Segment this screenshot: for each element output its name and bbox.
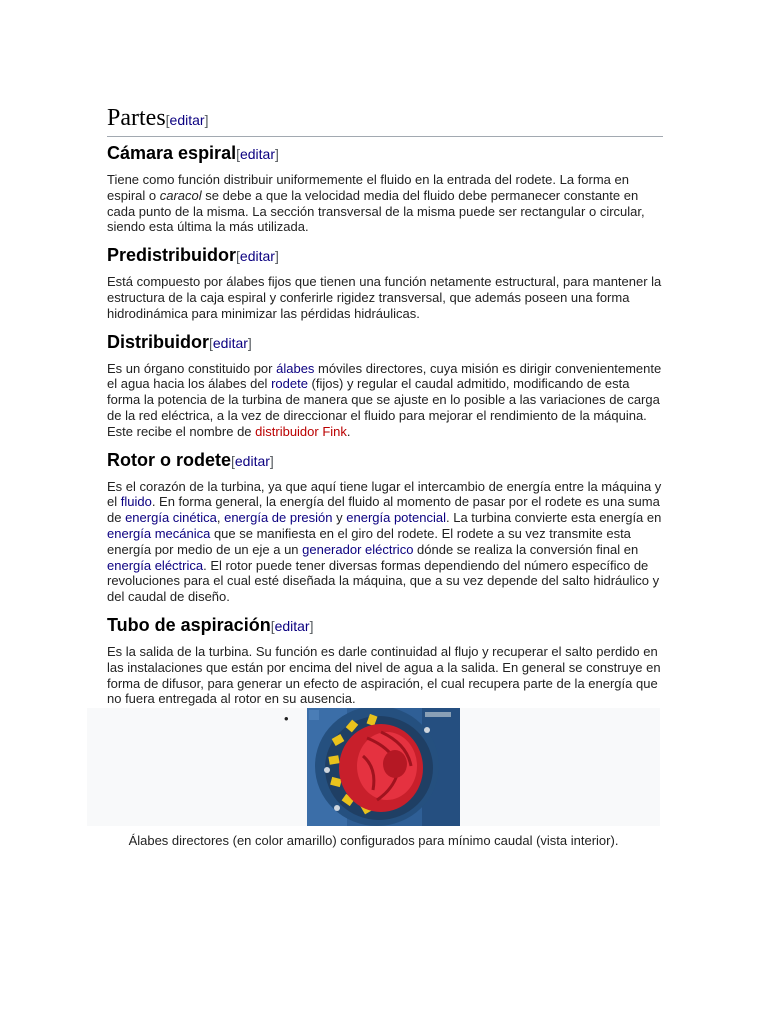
edit-link[interactable]: editar xyxy=(274,617,310,634)
text: que se manifiesta en el giro del rodete. El rodete a su vez transmite esta energía por medio de un eje a un xyxy=(107,525,631,557)
text: . El rotor puede tener diversas formas dependiendo del número específico de revoluciones para el cual esté diseñada la máquina, que a su vez depende del salto hidráulico y del caudal de diseño. xyxy=(107,557,660,605)
link-rodete[interactable]: rodete xyxy=(271,376,308,392)
link-alabes[interactable]: álabes xyxy=(276,360,315,376)
edit-section-partes: [editar] xyxy=(165,112,209,128)
paragraph-predistribuidor: Está compuesto por álabes fijos que tienen una función netamente estructural, para mantener la estructura de la caja espiral y conferirle rigidez transversal, que además poseen una forma hidrodinámica para minimizar las pérdidas hidráulicas. xyxy=(107,274,662,321)
edit-section-tubo: [editar] xyxy=(270,617,314,634)
heading-predistribuidor xyxy=(107,243,663,268)
section-heading-partes xyxy=(107,104,663,137)
italic-term: caracol xyxy=(159,187,202,203)
heading-title: Distribuidor xyxy=(107,331,209,352)
edit-section-camara: [editar] xyxy=(236,146,279,162)
article-content xyxy=(107,104,663,707)
paragraph-distribuidor xyxy=(107,361,663,440)
edit-link[interactable]: editar xyxy=(234,452,270,469)
section-title: Partes xyxy=(107,105,166,131)
text: . La turbina convierte esta energía en xyxy=(446,510,662,526)
text: . En forma general, la energía del fluido al momento de pasar por el rodete es una suma de xyxy=(107,494,660,526)
edit-link[interactable]: editar xyxy=(169,112,205,128)
paragraph-tubo: Es la salida de la turbina. Su función es darle continuidad al flujo y recuperar el salto perdido en las instalaciones que están por encima del nivel de agua a la salida. En general se construye en forma de difusor, para generar un efecto de aspiración, el cual recupera parte de la energía que no fuera entregada al rotor en su ausencia. xyxy=(107,643,661,707)
text: (fijos) y regular el caudal admitido, modificando de esta forma la potencia de la turbina de manera que se ajuste en lo posible a las variaciones de carga de la red eléctrica, a la vez de direccionar el fluido para mejorar el rendimiento de la máquina. Este recibe el nombre de xyxy=(107,376,660,439)
text: Es un órgano constituido por xyxy=(107,360,277,376)
heading-distribuidor xyxy=(107,330,663,355)
link-generador-electrico[interactable]: generador eléctrico xyxy=(302,541,414,557)
text: y xyxy=(332,510,347,526)
text: móviles directores, cuya misión es dirigir convenientemente el agua hacia los álabes del xyxy=(107,360,662,392)
text: , xyxy=(216,510,225,526)
link-energia-potencial[interactable]: energía potencial xyxy=(346,510,446,526)
edit-link[interactable]: editar xyxy=(239,146,275,162)
turbine-illustration xyxy=(307,708,460,826)
edit-link[interactable]: editar xyxy=(212,334,248,351)
paragraph-rotor xyxy=(107,479,663,605)
heading-camara-espiral xyxy=(107,141,663,166)
heading-title: Cámara espiral xyxy=(107,143,237,163)
heading-title: Tubo de aspiración xyxy=(107,614,271,635)
edit-link[interactable]: editar xyxy=(239,248,275,265)
heading-title: Predistribuidor xyxy=(107,245,237,266)
edit-section-distribuidor: [editar] xyxy=(209,334,252,351)
edit-section-rotor: [editar] xyxy=(231,452,274,469)
text: . xyxy=(346,423,351,439)
paragraph-camara-espiral xyxy=(107,172,663,235)
text: Tiene como función distribuir uniformemente el fluido en la entrada del rodete. La forma en espiral o xyxy=(107,172,629,203)
image-caption: Álabes directores (en color amarillo) configurados para mínimo caudal (vista interior). xyxy=(128,833,619,848)
text: se debe a que la velocidad media del fluido debe permanecer constante en cada punto de la misma. La sección transversal de la misma puede ser rectangular o circular, siendo esta última la más utilizada. xyxy=(107,187,645,235)
link-fluido[interactable]: fluido xyxy=(120,494,152,510)
link-energia-cinetica[interactable]: energía cinética xyxy=(125,510,217,526)
text: dónde se realiza la conversión final en xyxy=(413,541,639,557)
link-energia-electrica[interactable]: energía eléctrica xyxy=(107,557,204,573)
turbine-photo[interactable] xyxy=(307,708,460,826)
heading-rotor-o-rodete xyxy=(107,448,663,473)
gallery-bullet: • xyxy=(284,711,289,726)
link-distribuidor-fink[interactable]: distribuidor Fink xyxy=(255,423,347,439)
heading-title: Rotor o rodete xyxy=(107,449,231,470)
link-energia-mecanica[interactable]: energía mecánica xyxy=(107,525,211,541)
heading-tubo-de-aspiracion xyxy=(107,613,663,638)
text: Es el corazón de la turbina, ya que aquí tiene lugar el intercambio de energía entre la máquina y el xyxy=(107,478,662,510)
link-energia-de-presion[interactable]: energía de presión xyxy=(224,510,333,526)
image-gallery xyxy=(87,708,660,826)
edit-section-predistribuidor: [editar] xyxy=(236,248,279,265)
